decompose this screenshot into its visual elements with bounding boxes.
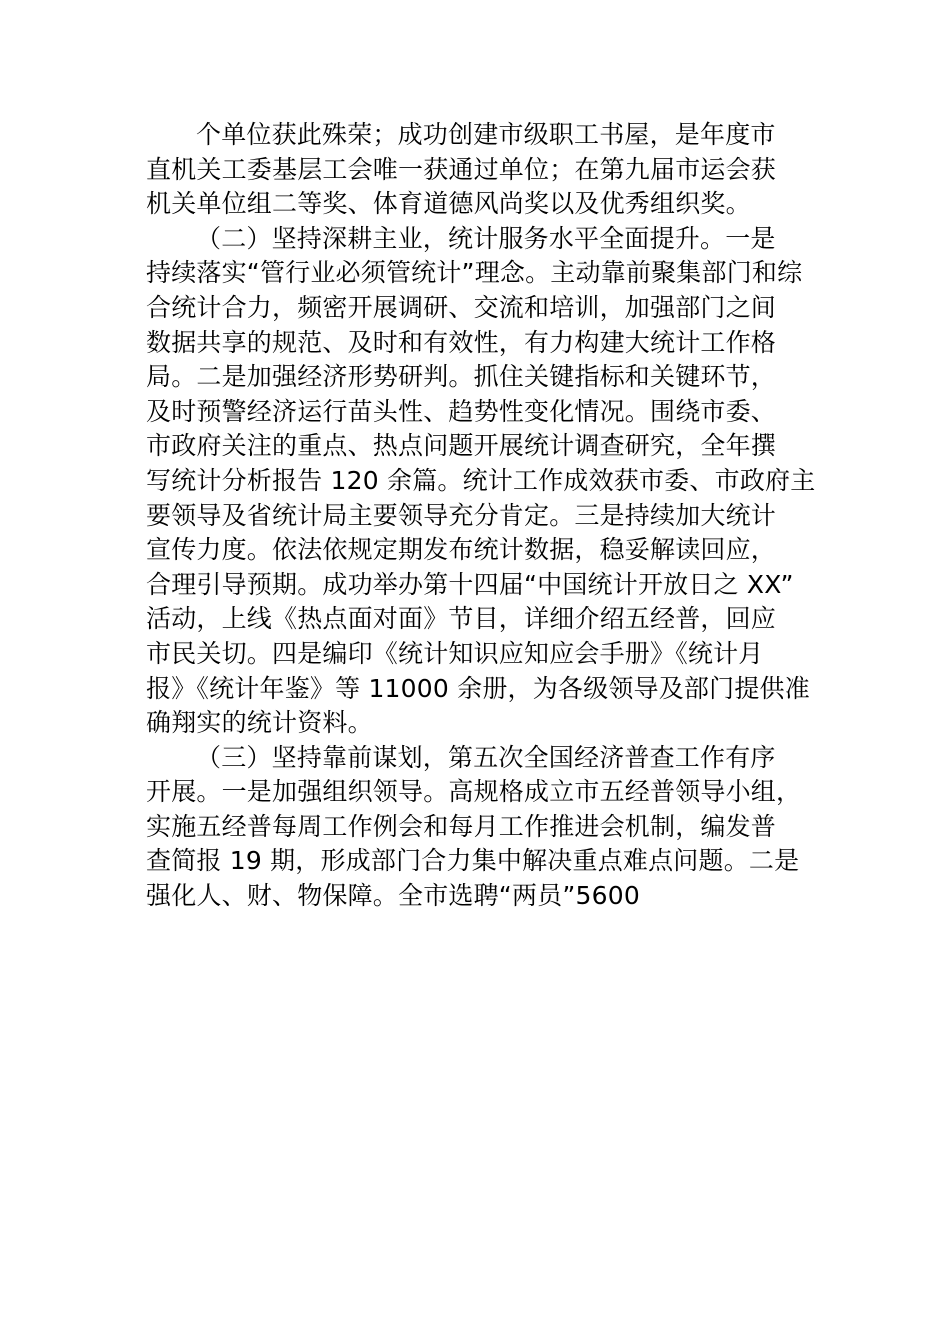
text-line: 实施五经普每周工作例会和每月工作推进会机制，编发普 [146,811,777,841]
text-line: 个单位获此殊荣；成功创建市级职工书屋，是年度市 [196,120,776,149]
text-line: 强化人、财、物保障。全市选聘“两员”5600 [146,881,640,911]
text-line: 市政府关注的重点、热点问题开展统计调查研究，全年撰 [146,431,777,461]
text-line: 局。二是加强经济形势研判。抓住关键指标和关键环节， [146,362,777,392]
text-line: 持续落实“管行业必须管统计”理念。主动靠前聚集部门和综 [146,258,803,288]
text-line: 查简报 19 期，形成部门合力集中解决重点难点问题。二是 [146,846,800,876]
text-line: 确翔实的统计资料。 [146,708,373,738]
text-line: 直机关工委基层工会唯一获通过单位；在第九届市运会获 [146,154,777,184]
text-line: 机关单位组二等奖、体育道德风尚奖以及优秀组织奖。 [146,189,751,219]
text-line: 数据共享的规范、及时和有效性，有力构建大统计工作格 [146,327,777,357]
text-line: 市民关切。四是编印《统计知识应知应会手册》《统计月 [146,638,764,668]
text-line: 合理引导预期。成功举办第十四届“中国统计开放日之 XX” [146,569,794,599]
text-line: 写统计分析报告 120 余篇。统计工作成效获市委、市政府主 [146,465,816,495]
text-line: 宣传力度。依法依规定期发布统计数据，稳妥解读回应， [146,535,777,565]
text-line: 要领导及省统计局主要领导充分肯定。三是持续加大统计 [146,500,777,530]
text-line: 开展。一是加强组织领导。高规格成立市五经普领导小组， [146,777,802,807]
text-line: 合统计合力，频密开展调研、交流和培训，加强部门之间 [146,292,777,322]
text-line: 报》《统计年鉴》等 11000 余册，为各级领导及部门提供准 [146,673,810,703]
body-text [146,118,816,914]
text-line: （二）坚持深耕主业，统计服务水平全面提升。一是 [196,223,776,253]
text-line: （三）坚持靠前谋划，第五次全国经济普查工作有序 [196,742,776,772]
text-line: 活动，上线《热点面对面》节目，详细介绍五经普，回应 [146,604,777,634]
text-line: 及时预警经济运行苗头性、趋势性变化情况。围绕市委、 [146,396,777,426]
